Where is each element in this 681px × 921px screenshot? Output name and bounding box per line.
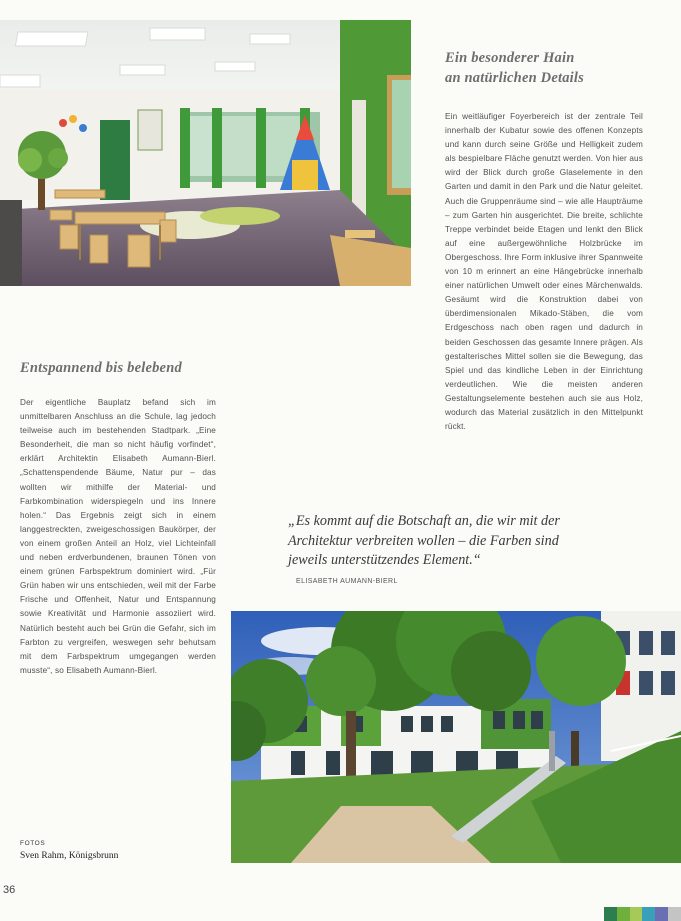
heading-right-line-2: an natürlichen Details xyxy=(445,70,584,86)
left-column-text xyxy=(20,396,216,678)
pull-quote: „Es kommt auf die Botschaft an, die wir mit der Architektur verbreiten wollen – die Farben sind jeweils unterstützendes Element.“ xyxy=(288,513,560,568)
quote-author: ELISABETH AUMANN-BIERL xyxy=(296,578,398,585)
color-swatch xyxy=(617,907,630,921)
classroom-photo xyxy=(0,20,411,286)
heading-right xyxy=(445,48,665,88)
photo-credit-label: FOTOS xyxy=(20,840,46,847)
heading-right-line-1: Ein besonderer Hain xyxy=(445,50,575,66)
color-swatch xyxy=(668,907,681,921)
color-swatch xyxy=(630,907,643,921)
left-column-paragraph: Der eigentliche Bauplatz befand sich im unmittelbaren Anschluss an die Schule, lag jedoch teilweise auch im bestehenden Stadtpark. „Eine Besonderheit, die man so nicht häufig vorfindet“, erklärt Architektin Elisabeth Aumann-Bierl. „Schattenspendende Bäume, Natur pur – das wollten wir mithilfe der Material- und Farbkombination widerspiegeln und ins Innere holen.“ Das Ergebnis zeigt sich in einem langgestreckten, zweigeschossigen Baukörper, der von einem großen Anteil an Holz, viel Lichteinfall und neben erdverbundenen, braunen Tönen von einem grünen Farbspektrum dominiert wird. „Für Grün haben wir uns entschieden, weil mit der Farbe Frische und Offenheit, Natur und Entspannung sowie Kreativität und Harmonie assoziiert wird. Natürlich besteht auch bei Grün die Gefahr, sich im Farbton zu vergreifen, weswegen sehr behutsam mit dem Farbspektrum umgegangen werden musste“, so Elisabeth Aumann-Bierl. xyxy=(20,398,216,675)
color-swatch xyxy=(642,907,655,921)
heading-left-text: Entspannend bis belebend xyxy=(20,360,182,376)
heading-left xyxy=(20,358,260,378)
page-number: 36 xyxy=(3,884,16,896)
color-swatch xyxy=(604,907,617,921)
color-strip xyxy=(604,907,681,921)
right-column-text xyxy=(445,110,643,434)
right-column-paragraph: Ein weitläufiger Foyerbereich ist der zentrale Teil innerhalb der Kubatur sowie des offenen Konzepts und kann durch seine Größe und Helligkeit zudem als bespielbare Fläche genutzt werden. Von hier aus wird der Blick durch große Glaselemente in den Garten und damit in den Park und die Natur geleitet. Auch die Gruppenräume sind – wie alle Haupträume – zum Garten hin ausgerichtet. Die breite, schlichte Treppe verbindet beide Etagen und lenkt den Blick auf eine außergewöhnliche Holzbrücke im Obergeschoss. Ihre Form inklusive ihrer Spannweite von 10 m erinnert an eine Hängebrücke innerhalb einer natürlichen Umwelt oder eines Märchenwalds. Gesäumt wird die Konstruktion dabei von überdimensionalen Mikado-Stäben, die vom Erdgeschoss nach oben ragen und dadurch in beiden Geschossen das gesamte Innere prägen. Als gestalterisches Mittel sollen sie die Bewegung, das Spiel und das kindliche Leben in der Einrichtung verdeutlichen. Wie die meisten anderen Gestaltungselemente bestehen auch sie aus Holz, wodurch das Material zusätzlich in den Mittelpunkt rückt. xyxy=(445,112,643,432)
building-exterior-photo xyxy=(231,611,681,863)
photo-credit-name: Sven Rahm, Königsbrunn xyxy=(20,851,119,861)
color-swatch xyxy=(655,907,668,921)
